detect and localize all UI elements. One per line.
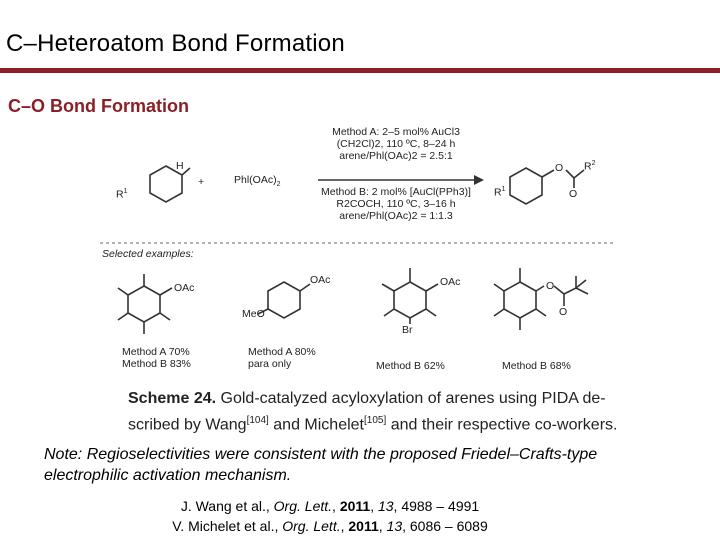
method-b-line-3: arene/Phl(OAc)2 = 1:1.3 [339, 210, 453, 222]
example-2-result-b: para only [248, 358, 292, 370]
product-r2-label: $R^2$ [584, 160, 596, 173]
example-3-result: Method B 62% [376, 360, 445, 372]
note-text [44, 444, 684, 486]
product-r1-label: $R^1$ [494, 186, 506, 199]
reference-1: J. Wang et al., Org. Lett., 2011, 13, 4988 – 4991 [180, 498, 480, 514]
reagent-label: $Phl(OAc)_2$ [234, 174, 281, 189]
example-1-result-a: Method A 70% [122, 346, 190, 358]
reactant-r1-label: $R^1$ [116, 188, 128, 201]
example-1-results [122, 346, 191, 370]
example-3-results [376, 360, 445, 372]
selected-examples-label: Selected examples: [102, 248, 194, 260]
caption-label: Scheme 24. [128, 390, 217, 407]
method-a-line-1: Method A: 2–5 mol% AuCl3 [332, 126, 460, 138]
example-ring-1 [128, 286, 160, 322]
example-4-carbonyl-o: O [559, 306, 568, 318]
references [0, 496, 660, 536]
example-1-substituent: OAc [174, 282, 195, 294]
plus-sign: + [198, 176, 205, 188]
section-subtitle: C–O Bond Formation [8, 96, 189, 116]
title-divider [0, 68, 720, 73]
method-b-conditions [306, 186, 486, 222]
slide-title: C–Heteroatom Bond Formation [6, 30, 345, 57]
example-ring-3 [394, 282, 426, 318]
caption-ref-2: [105] [364, 415, 387, 426]
method-a-line-3: arene/Phl(OAc)2 = 2.5:1 [339, 150, 453, 162]
example-2-substituent: OAc [310, 274, 331, 286]
example-2-results [248, 346, 316, 370]
method-a-line-2: (CH2Cl)2, 110 ºC, 8–24 h [336, 138, 456, 150]
product-ring [510, 168, 542, 204]
method-b-line-1: Method B: 2 mol% [AuCl(PPh3)] [321, 186, 471, 198]
example-4-result: Method B 68% [502, 360, 571, 372]
reactant-h-label: H [176, 160, 184, 172]
example-3-substituent: OAc [440, 276, 461, 288]
method-a-conditions [318, 126, 474, 162]
caption-line-2b: and Michelet [273, 416, 364, 434]
example-4-ester-o: O [546, 280, 555, 292]
product-ester-o: O [555, 162, 564, 174]
product-carbonyl-o: O [569, 188, 578, 200]
caption-line-2c: and their respective co-workers. [390, 416, 618, 434]
reference-2: V. Michelet et al., Org. Lett., 2011, 13, 6086 – 6089 [172, 518, 488, 534]
example-ring-4 [504, 282, 536, 318]
example-4-results [502, 360, 571, 372]
caption-line-2a: scribed by Wang [128, 416, 247, 434]
caption-ref-1: [104] [246, 415, 269, 426]
example-3-bromo: Br [402, 324, 413, 336]
caption-line-1: Gold-catalyzed acyloxylation of arenes using PIDA de- [220, 390, 606, 407]
reaction-scheme [96, 118, 624, 438]
example-2-methoxy: MeO [242, 308, 265, 320]
note-line-1: Note: Regioselectivities were consistent with the proposed Friedel–Crafts-type [44, 446, 598, 463]
method-b-line-2: R2COCH, 110 ºC, 3–16 h [336, 198, 456, 210]
scheme-caption [128, 388, 624, 436]
note-line-2: electrophilic activation mechanism. [44, 467, 292, 484]
example-ring-2 [268, 282, 300, 318]
example-2-result-a: Method A 80% [248, 346, 316, 358]
example-1-result-b: Method B 83% [122, 358, 191, 370]
